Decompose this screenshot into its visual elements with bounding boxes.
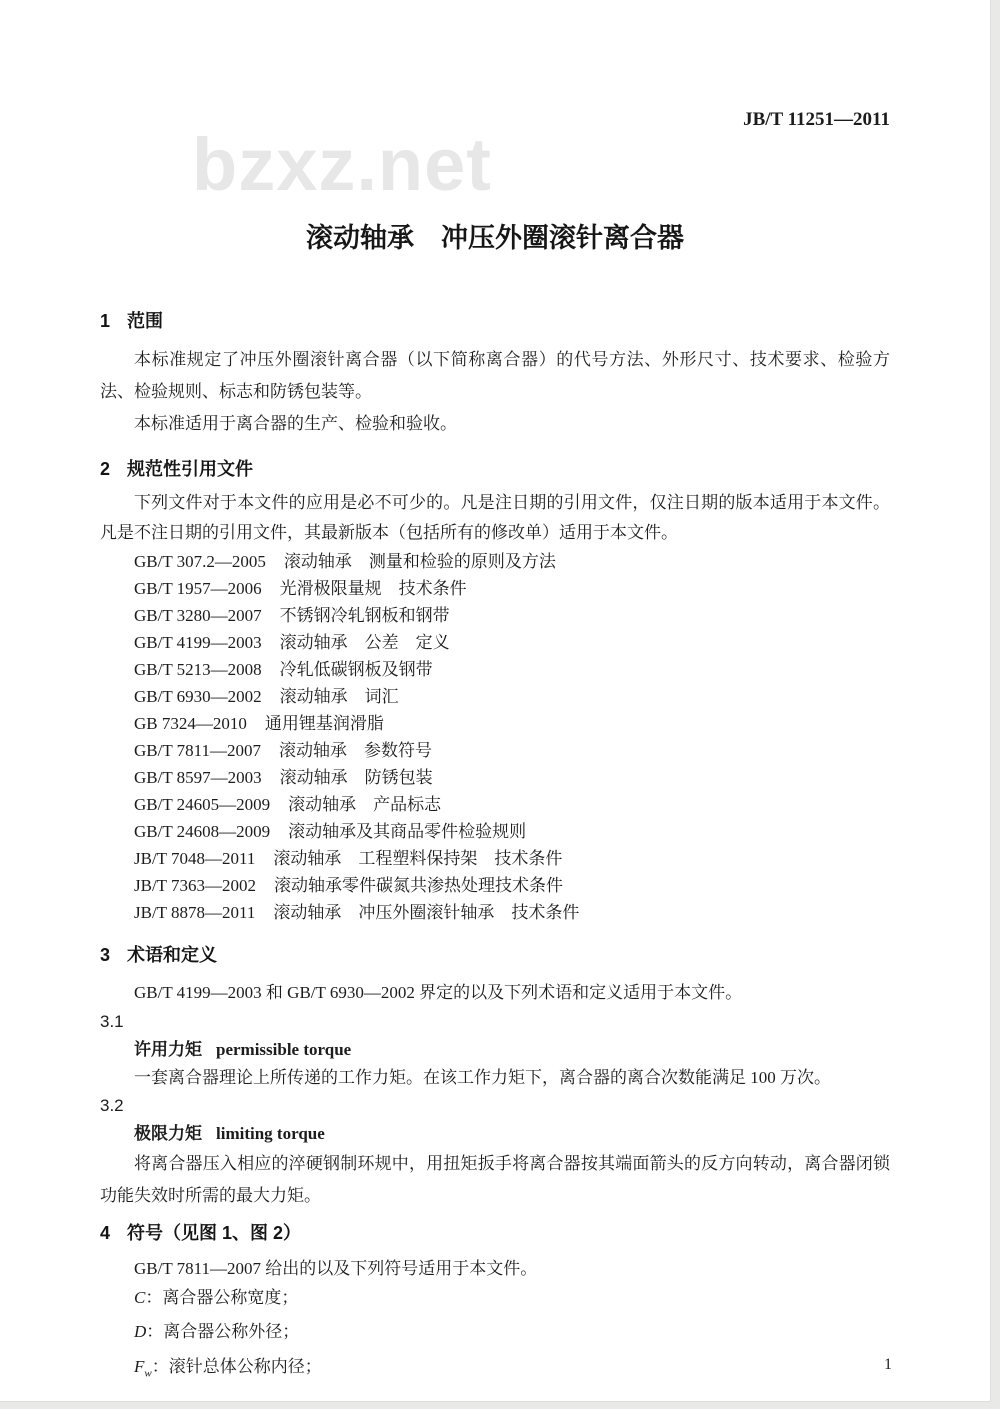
reference-item (100, 872, 890, 899)
reference-title: 滚动轴承 测量和检验的原则及方法 (283, 552, 556, 571)
section-2-title: 规范性引用文件 (127, 459, 254, 479)
symbol-description: ：滚针总体公称内径； (151, 1356, 322, 1376)
scope-paragraph-2: 本标准适用于离合器的生产、检验和验收。 (134, 414, 457, 433)
section-1-number: 1 (100, 311, 111, 331)
reference-code: GB/T 24608—2009 (134, 822, 271, 841)
clause-3-2-number: 3.2 (100, 1096, 124, 1115)
document-title: 滚动轴承 冲压外圈滚针离合器 (306, 223, 684, 253)
reference-code: GB/T 3280—2007 (134, 606, 262, 625)
reference-code: GB/T 4199—2003 (134, 633, 262, 652)
symbol-letter: F (134, 1356, 145, 1376)
section-4-number: 4 (100, 1223, 111, 1243)
reference-title: 不锈钢冷轧钢板和钢带 (279, 606, 450, 625)
reference-code: GB/T 5213—2008 (134, 660, 262, 679)
scope-paragraph-1: 本标准规定了冲压外圈滚针离合器（以下简称离合器）的代号方法、外形尺寸、技术要求、检验方法、检验规则、标志和防锈包装等。 (100, 350, 890, 401)
reference-item (100, 602, 890, 629)
reference-title: 滚动轴承 产品标志 (288, 795, 442, 814)
reference-code: GB 7324—2010 (134, 714, 247, 733)
symbol-subscript: w (144, 1367, 152, 1380)
reference-item (100, 656, 890, 683)
clause-3-1-number: 3.1 (100, 1012, 124, 1031)
reference-title: 滚动轴承 参数符号 (279, 741, 433, 760)
symbol-description: ：离合器公称宽度； (145, 1288, 299, 1307)
section-2-number: 2 (100, 459, 111, 479)
clause-3-2-definition: 将离合器压入相应的淬硬钢制环规中，用扭矩扳手将离合器按其端面箭头的反方向转动，离合器闭锁功能失效时所需的最大力矩。 (100, 1154, 890, 1205)
reference-item (100, 818, 890, 845)
references-intro: 下列文件对于本文件的应用是必不可少的。凡是注日期的引用文件，仅注日期的版本适用于本文件。凡是不注日期的引用文件，其最新版本（包括所有的修改单）适用于本文件。 (100, 493, 890, 542)
reference-title: 通用锂基润滑脂 (264, 714, 384, 733)
reference-item (100, 575, 890, 602)
reference-code: GB/T 307.2—2005 (134, 552, 266, 571)
reference-title: 滚动轴承零件碳氮共渗热处理技术条件 (274, 876, 564, 895)
reference-item (100, 764, 890, 791)
reference-code: GB/T 7811—2007 (134, 741, 262, 760)
reference-item (100, 791, 890, 818)
term-english: limiting torque (216, 1124, 325, 1143)
section-2-heading (100, 456, 890, 482)
reference-title: 滚动轴承 冲压外圈滚针轴承 技术条件 (273, 903, 580, 922)
reference-list (100, 548, 890, 926)
reference-title: 滚动轴承 公差 定义 (279, 633, 450, 652)
reference-item (100, 629, 890, 656)
section-4-title: 符号（见图 1、图 2） (127, 1223, 302, 1243)
reference-code: JB/T 7048—2011 (134, 849, 256, 868)
reference-item (100, 548, 890, 575)
reference-code: JB/T 8878—2011 (134, 903, 256, 922)
reference-title: 光滑极限量规 技术条件 (279, 579, 467, 598)
reference-code: JB/T 7363—2002 (134, 876, 257, 895)
section-4-heading (100, 1220, 890, 1246)
clause-3-1-term (100, 1036, 890, 1064)
term-chinese: 许用力矩 (134, 1040, 202, 1059)
reference-item (100, 710, 890, 737)
watermark: bzxz.net (192, 123, 492, 206)
clause-3-2-term (100, 1120, 890, 1148)
symbol-letter: D (134, 1322, 147, 1342)
reference-item (100, 737, 890, 764)
reference-title: 冷轧低碳钢板及钢带 (279, 660, 433, 679)
symbol-description: ：离合器公称外径； (146, 1322, 300, 1342)
reference-code: GB/T 8597—2003 (134, 768, 262, 787)
symbol-letter: C (134, 1288, 146, 1307)
reference-item (100, 845, 890, 872)
terms-intro: GB/T 4199—2003 和 GB/T 6930—2002 界定的以及下列术语和定义适用于本文件。 (134, 983, 743, 1002)
symbol-item-D (100, 1318, 890, 1352)
reference-item (100, 899, 890, 926)
reference-title: 滚动轴承及其商品零件检验规则 (288, 822, 527, 841)
reference-code: GB/T 6930—2002 (134, 687, 262, 706)
clause-3-1-definition: 一套离合器理论上所传递的工作力矩。在该工作力矩下，离合器的离合次数能满足 100 万次。 (134, 1068, 831, 1087)
reference-title: 滚动轴承 词汇 (279, 687, 399, 706)
section-3-number: 3 (100, 945, 111, 965)
reference-code: GB/T 24605—2009 (134, 795, 271, 814)
header-standard-code: JB/T 11251—2011 (743, 109, 890, 130)
term-english: permissible torque (216, 1040, 352, 1059)
section-1-heading (100, 308, 890, 334)
section-1-title: 范围 (127, 311, 164, 331)
document-body (100, 0, 890, 1387)
reference-title: 滚动轴承 防锈包装 (279, 768, 433, 787)
section-3-title: 术语和定义 (127, 945, 218, 965)
symbol-item-C (100, 1284, 890, 1318)
reference-title: 滚动轴承 工程塑料保持架 技术条件 (273, 849, 563, 868)
term-chinese: 极限力矩 (134, 1124, 202, 1143)
page-number: 1 (884, 1356, 892, 1373)
reference-code: GB/T 1957—2006 (134, 579, 262, 598)
section-3-heading (100, 942, 890, 968)
symbols-intro: GB/T 7811—2007 给出的以及下列符号适用于本文件。 (134, 1259, 538, 1278)
reference-item (100, 683, 890, 710)
symbol-item-Fw (100, 1353, 890, 1387)
